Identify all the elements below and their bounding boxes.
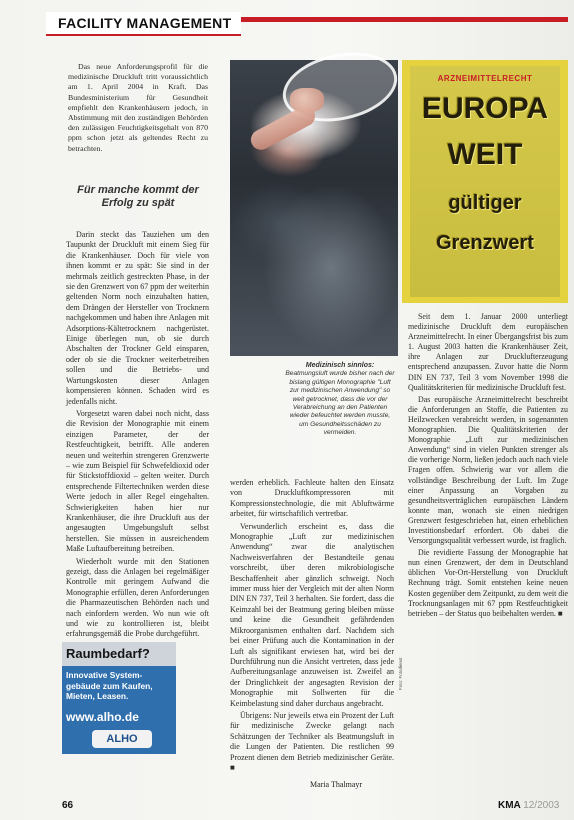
advertisement[interactable]	[62, 642, 176, 754]
article-photo	[230, 60, 398, 356]
sidebar-headline-3: gültiger	[448, 192, 522, 214]
sidebar-paragraph: Seit dem 1. Januar 2000 unterliegt medizinische Druckluft dem europäischen Arzneimittelrecht. In einer Übergangsfrist bis zum 1. August 2003 hatten die Krankenhäuser Zeit, ihre Anlagen zur Drucklufterzeugung entsprechend anzupassen. Zuvor hatte die Norm DIN EN 737, Teil 3 vom November 1998 die Qualitätskriterien für medizinische Druckluft fest.	[408, 312, 568, 392]
body-paragraph: Darin steckt das Tauziehen um den Taupunkt der Druckluft mit einem Sieg für die Krankenhäuser. Doch für viele von ihnen kommt er zu spät: Sie sind in der mehrmals zeitlich gestreckten Phase, in der sie den Grenzwert von 67 ppm der weiterhin geltenden Norm noch einzuhalten hatten, dem Drängen der Hersteller von Trocknern nachgekommen und haben ihre Anlagen mit Adsorptions-Kältetrocknern nachgerüstet. Einige überlegen nun, ob sie durch Abschalten der Trockner Geld einsparen, oder ob sie die Trockner weiterbetreiben sollen und die Betriebs- und Wartungskosten dieser Anlagen kompensieren können. Schaden wird es jedenfalls nicht.	[66, 230, 209, 406]
sidebar-paragraph: Die revidierte Fassung der Monographie hat nun einen Grenzwert, der dem in Deutschland üblichen Vor-Ort-Herstellung von Druckluft Rechnung trägt. Somit entstehen keine neuen Kosten gegenüber dem Zeitpunkt, zu dem weit die Trocknungsanlagen mit 67 ppm Restfeuchtigkeit betrieben – der Status quo beibehalten werden. ■	[408, 548, 568, 618]
sidebar-headline-4: Grenzwert	[436, 232, 534, 254]
body-paragraph: Wiederholt wurde mit den Stationen gezeigt, dass die Anlagen bei regelmäßiger Kontrolle mit geringem Aufwand die Monographie erfüllen, deren Anforderungen die Pharmazeutischen Behörden nach und nach einfordern werden. Wo nun wie oft und wie zu kontrollieren ist, bleibt erfahrungsgemäß die Probe durchgeführt.	[66, 556, 209, 639]
ad-title: Raumbedarf?	[66, 646, 150, 661]
caption-title: Medizinisch sinnlos:	[305, 362, 375, 369]
sidebar-headline-1: EUROPA	[421, 92, 549, 125]
sidebar-box	[402, 60, 568, 303]
sidebar-kicker: ARZNEIMITTELRECHT	[437, 74, 533, 83]
ad-logo: ALHO	[92, 730, 152, 748]
photo-credit: Foto: Fotodienst	[398, 657, 403, 690]
article-column-1	[66, 230, 209, 639]
article-column-2	[230, 478, 394, 778]
hand-shape	[290, 88, 324, 112]
body-paragraph: werden erheblich. Fachleute halten den Einsatz von Druckluftkompressoren mit Kompressionstechnologie, die mit Abluftwärme arbeitet, für wirtschaftlich vertretbar.	[230, 478, 394, 519]
article-subhead: Für manche kommt der Erfolg zu spät	[77, 184, 199, 209]
magazine-footer	[498, 800, 559, 811]
issue-number: 12/2003	[523, 800, 560, 811]
author-name: Maria Thalmayr	[310, 780, 363, 789]
page-number: 66	[62, 800, 74, 811]
magazine-name: KMA	[498, 800, 521, 811]
ad-body: Innovative System-gebäude zum Kaufen, Mieten, Leasen.	[66, 670, 153, 702]
body-paragraph: Verwunderlich erscheint es, dass die Monographie „Luft zur medizinischen Anwendung“ zwar die analytischen Nachweisverfahren der Bestandteile genau vorschreibt, über deren mikrobiologische Beschaffenheit aber gänzlich schweigt. Noch immer muss hier der Vergleich mit der alten Norm DIN EN 737, Teil 3 herhalten. Sie fordert, dass die Keimzahl bei der Beatmung gering bleiben müsse und keine die Gesundheit gefährdenden Mikroorganismen enthalten darf. Nachdem sich bei einer Prüfung auch die Kontamination in der Luft als signifikant erwiesen hat, wird bei der Durchführung nun die Ansicht vertreten, dass jede Aufbereitungsanlage anzuweisen ist. Zweifel an der Dringlichkeit der angesagten Revision der Monographie mit Sollwerten für die Keimbelastung sind daher durchaus angebracht.	[230, 521, 394, 708]
sidebar-paragraph: Das europäische Arzneimittelrecht beschreibt die Anforderungen an Stoffe, die Patienten zu Heilzwecken verabreicht werden, in sogenannten Monographien. Die Qualitätskriterien der Monographie „Luft zur medizinischen Anwendung“ sind in vielen Punkten strenger als die vorherige Norm, ließen jedoch auch nach viele Fragen offen. Schwierig war vor allem die vollständige Beschreibung der Luft. Im Zuge einer Anpassung an Vorgaben zu gesundheitsverträglichen europäischen Ländern konnte man, wonach sie einen niedrigen Grenzwert festgeschrieben hat, einen erheblichen Investitionsbedarf erfordert. Ob dabei die Versorgungsqualität verbessert wurde, ist fraglich.	[408, 394, 568, 546]
sidebar-text	[408, 312, 568, 790]
section-header: FACILITY MANAGEMENT	[46, 12, 241, 36]
body-paragraph: Übrigens: Nur jeweils etwa ein Prozent der Luft für medizinische Zwecke gelangt nach Schätzungen der Techniker als Beatmungsluft in die Lungen der Patienten. Die restlichen 99 Prozent dienen dem Betrieb medizinischer Geräte. ■	[230, 710, 394, 772]
sidebar-headline-2: WEIT	[447, 138, 523, 171]
ad-url-link[interactable]: www.alho.de	[66, 710, 139, 724]
body-paragraph: Vorgesetzt waren dabei noch nicht, dass die Revision der Monographie mit einem einzigen Parameter, der der Restfeuchtigkeit, betrifft. Alle anderen neuen und weiterhin strengeren Grenzwerte – wie zum Beispiel für Schwefeldioxid oder für Stickstoffdioxid – gelten weiter. Durch entsprechende Filtertechniken werden diese Werte jedoch in aller Regel eingehalten. Schwierigkeiten haben hier nur Krankenhäuser, die ihre Druckluft aus der angesaugten Umgebungsluft selbst herstellen. Sie müssen in ausreichendem Maße Luftaufbereitung betreiben.	[66, 408, 209, 554]
photo-caption	[285, 362, 395, 438]
caption-text: Beatmungsluft wurde bisher nach der bislang gültigen Monographie "Luft zur medizinischen Anwendung" so weit getrocknet, dass die vor der Verabreichung an den Patienten wieder befeuchtet werden musste, um Gesundheitsschäden zu vermeiden.	[285, 370, 395, 437]
article-intro	[68, 62, 208, 156]
intro-paragraph: Das neue Anforderungsprofil für die medizinische Druckluft tritt voraussichtlich am 1. April 2004 in Kraft. Das Bundesministerium für Gesundheit empfiehlt den Krankenhäusern jedoch, in Abstimmung mit den zuständigen Behörden den zulässigen Feuchtigkeitsgehalt von 870 ppm schon jetzt als geltendes Recht zu betrachten.	[68, 62, 208, 153]
